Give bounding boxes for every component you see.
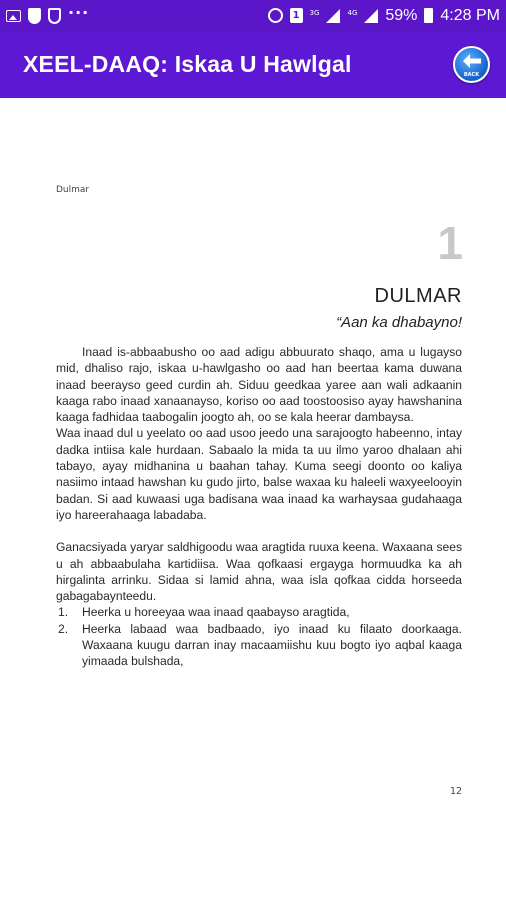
app-title: XEEL-DAAQ: Iskaa U Hawlgal bbox=[23, 51, 352, 77]
signal-icon bbox=[364, 9, 378, 23]
network-4g-label: 4G bbox=[347, 8, 358, 17]
chapter-quote: “Aan ka dhabayno! bbox=[336, 314, 462, 331]
book-page[interactable] bbox=[0, 98, 506, 900]
numbered-list bbox=[56, 604, 462, 669]
paragraph: Ganacsiyada yaryar saldhigoodu waa aragtida ruuxa keena. Waxaana sees u ah abbaabulaha kartidiisa. Waa qofkaasi ergayga hormuudka ka ah hirgalinta arrinku. Sidaa si lamid ahna, waa isla qofkaa cidda horseeda gabagabaynteedu. bbox=[56, 540, 462, 604]
back-button-label: BACK bbox=[463, 72, 480, 78]
more-dots-icon: ··· bbox=[68, 3, 90, 22]
paragraph: Inaad is-abbaabusho oo aad adigu abbuurato shaqo, ama u lugayso mid, dhaliso rajo, iskaa u-hawlgasho oo aad han beertaa kama duwana inaad beerayso geed curdin ah. Siduu geedkaa yaree aan wali adkaanin kaaga rabo inaad xanaanayso, koriso oo aad toostoosiso ayay hawshanina kaaga fadhidaa taabogalin joogto ah, oo se kala heerar dambaysa. bbox=[56, 345, 462, 425]
shield-outline-icon bbox=[48, 8, 61, 24]
back-button[interactable] bbox=[453, 46, 490, 83]
status-right bbox=[268, 7, 500, 25]
status-bar bbox=[0, 0, 506, 31]
clock: 4:28 PM bbox=[440, 6, 500, 24]
running-head: Dulmar bbox=[56, 185, 90, 195]
battery-icon bbox=[424, 8, 433, 23]
network-3g-label: 3G bbox=[309, 8, 320, 17]
signal-icon bbox=[326, 9, 340, 23]
chapter-number: 1 bbox=[437, 217, 463, 269]
battery-percent: 59% bbox=[385, 6, 418, 24]
notification-icon: 1 bbox=[290, 8, 303, 23]
list-number: 2. bbox=[58, 621, 69, 636]
list-text: Heerka labaad waa badbaado, iyo inaad ku filaato doorkaaga. Waxaana kuugu darran inay macaamiishu kuu bogto iyo aqbal kaaga yimaada bulshada, bbox=[82, 621, 462, 669]
paragraph: Waa inaad dul u yeelato oo aad usoo jeedo una sarajoogto habeenno, intay dadka intiisa kale hurdaan. Sabaalo la mida ta uu ilmo yaroo dhalaan ahi tabayo, ayay midhanina u baahan tahay. Kuma seegi doonto oo kaliya nasiimo intaad hawshan ku gudo jirto, balse waxaa ku haleeli waxyeelooyin badan. Si aad kuwaasi uga badisana waa inaad ka warhaysaa gudahaaga iyo hareerahaaga labadaba. bbox=[56, 426, 462, 522]
list-item bbox=[56, 621, 462, 670]
gallery-icon bbox=[6, 10, 21, 22]
page-number: 12 bbox=[450, 786, 463, 797]
body-text bbox=[56, 344, 462, 670]
list-text: Heerka u horeeyaa waa inaad qaabayso aragtida, bbox=[82, 605, 350, 620]
shield-icon bbox=[28, 8, 41, 24]
status-left bbox=[6, 3, 90, 24]
chapter-title: DULMAR bbox=[374, 285, 462, 307]
alarm-icon bbox=[268, 8, 283, 23]
list-number: 1. bbox=[58, 605, 69, 620]
list-item bbox=[56, 604, 462, 620]
app-bar bbox=[0, 31, 506, 98]
back-arrow-icon bbox=[461, 52, 483, 70]
